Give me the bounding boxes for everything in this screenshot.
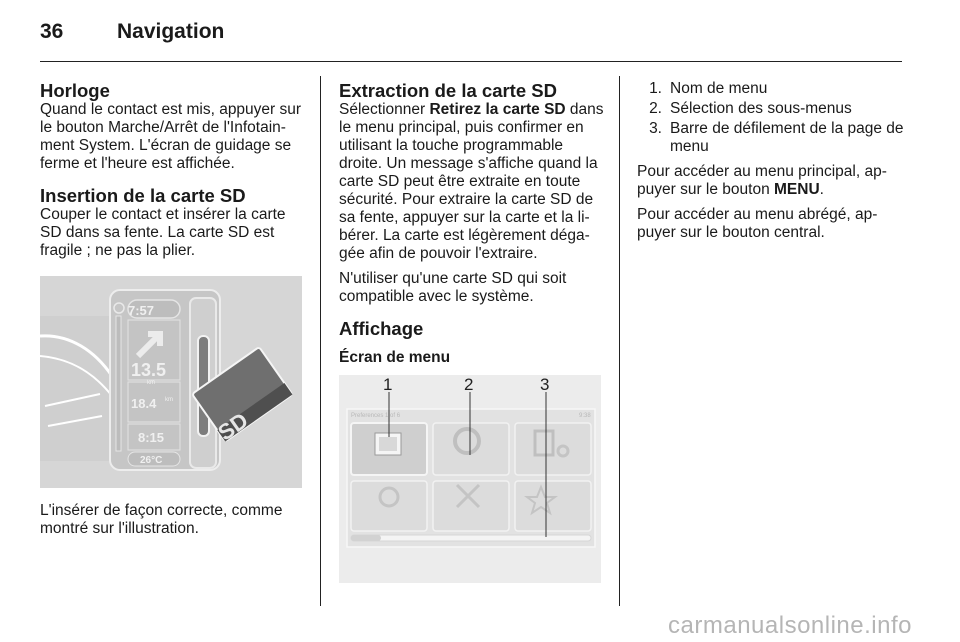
eta-readout: 8:15	[138, 430, 165, 445]
affichage-heading: Affichage	[339, 318, 424, 339]
callout-legend	[637, 80, 905, 156]
menu-screen-title: Preferences 1 of 6	[351, 413, 401, 419]
extraction-text-end: dans le menu principal, puis confirmer en utilisant la touche programmable droite. Un message s'affiche quand la carte SD peut être extraite en toute sécurité. Pour extraire la carte SD de sa fente, appuyer sur la carte et la li-bérer. La carte est légèrement déga-gée afin de pouvoir l'extraire.	[339, 101, 604, 262]
short-menu-instruction: Pour accéder au menu abrégé, ap-puyer sur le bouton central.	[637, 206, 878, 241]
legend-text: Nom de menu	[670, 80, 768, 97]
page-number: 36	[40, 20, 64, 43]
legend-number: 1.	[649, 80, 662, 97]
sd-card-label: SD	[213, 407, 253, 446]
distance-unit: km	[147, 380, 155, 386]
main-menu-text-end: .	[819, 181, 824, 198]
menu-screen-illustration	[339, 375, 601, 583]
menu-screen-time: 9:38	[579, 413, 591, 419]
next-distance-unit: km	[165, 397, 173, 403]
page-title: Navigation	[117, 20, 225, 43]
callout-1: 1	[383, 375, 393, 394]
main-menu-text: Pour accéder au menu principal, ap-puyer sur le bouton	[637, 163, 887, 198]
extraction-text-2: N'utiliser qu'une carte SD qui soit compatible avec le système.	[339, 270, 567, 305]
extraction-text-start: Sélectionner	[339, 101, 430, 118]
legend-text: Barre de défilement de la page de menu	[670, 120, 904, 155]
extraction-text	[339, 101, 607, 263]
column-right	[637, 80, 905, 249]
temperature-readout: 26°C	[140, 455, 163, 466]
watermark: carmanualsonline.info	[668, 612, 912, 639]
header-rule	[40, 61, 902, 62]
legend-number: 3.	[649, 120, 662, 137]
distance-readout: 13.5	[131, 360, 167, 380]
column-left	[40, 80, 308, 545]
column-middle	[339, 80, 607, 583]
extraction-menu-item: Retirez la carte SD	[429, 101, 566, 118]
legend-text: Sélection des sous-menus	[670, 100, 852, 117]
clock-readout: 7:57	[128, 303, 155, 318]
sd-insertion-illustration	[40, 276, 302, 488]
callout-3: 3	[540, 375, 550, 394]
insertion-text: Couper le contact et insérer la carte SD dans sa fente. La carte SD est fragile ; ne pas la plier.	[40, 206, 286, 259]
column-divider-right	[619, 76, 620, 606]
next-distance-readout: 18.4	[131, 396, 157, 411]
insertion-caption: L'insérer de façon correcte, comme montré sur l'illustration.	[40, 502, 283, 537]
legend-number: 2.	[649, 100, 662, 117]
callout-2: 2	[464, 375, 474, 394]
insertion-heading: Insertion de la carte SD	[40, 185, 246, 206]
menu-screen-subheading: Écran de menu	[339, 349, 451, 366]
legend-item	[637, 100, 905, 118]
sd-insertion-drawing	[40, 276, 302, 488]
horloge-heading: Horloge	[40, 80, 110, 101]
menu-button-label: MENU	[774, 181, 820, 198]
legend-item	[637, 120, 905, 156]
main-menu-instruction	[637, 163, 905, 199]
legend-item	[637, 80, 905, 98]
horloge-text: Quand le contact est mis, appuyer sur le bouton Marche/Arrêt de l'Infotain-ment System. L'écran de guidage se ferme et l'heure est affichée.	[40, 101, 302, 172]
extraction-heading: Extraction de la carte SD	[339, 80, 557, 101]
column-divider-left	[320, 76, 321, 606]
menu-screen-drawing	[339, 375, 601, 583]
